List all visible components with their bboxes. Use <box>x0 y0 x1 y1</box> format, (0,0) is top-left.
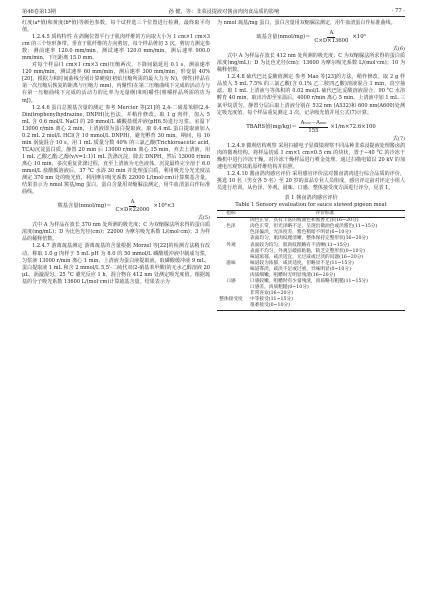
table-cell: 表面较为均匀，肌肉纹理略有不清晰(11~15分) <box>250 242 350 248</box>
table-group-cell: 外观 <box>226 242 236 248</box>
table-group-cell: 整体接受度 <box>219 297 243 303</box>
equation-6-fraction <box>312 30 350 45</box>
table-cell: 表面均匀，肌肉纹理清晰，整体保持完整形状(16~20分) <box>250 236 368 242</box>
table-cell: 色泽偏淡，光泽度差，酱色稍暗不明显(6~10分) <box>250 230 351 236</box>
table-row <box>217 303 405 310</box>
page-number: · 77 · <box>391 8 405 14</box>
table-cell: 味道较为浓郁，咸淡适度，但略显不足(11~15分) <box>250 260 354 266</box>
equation-6 <box>217 30 405 45</box>
paragraph-eq5-legend: 式中 A 为样品在波长 370 nm 处所测的吸光度；C 为双缩脲法所求得的蛋白质浓度(mg/mL)；D 为比色光径(cm)；22000 为摩尔吸光系数 L/(mol·cm)；3 为样品的稀释倍数。 <box>22 222 210 243</box>
equation-6-tail: ×10⁶ <box>352 34 366 41</box>
paragraph-eq6-legend: 式中 A 为样品在波长 412 nm 处所测的吸光度；C 为双缩脲法所求得的蛋白质浓度(mg/mL)；D 为比色光径(cm)；13600 为摩尔吸光系数 L/(mol·cm)；10 为稀释倍数。 <box>217 53 405 74</box>
equation-6-numerator: A <box>327 30 335 38</box>
section-1-2-4-7-sulfhydryl: 1.2.4.7 游离巯基测定 游离巯基的含量根据 Morzel 等[22]的检测方法稍有改动。称取 1.0 g 肉样于 5 mL pH 为 8.0 的 50 mmol/L 磷酸缓冲液中制成匀浆，匀浆液 13000 r/min 离心 1 min，上清液为蛋白液提取液。取磷酸缓冲液 9 mL，蛋白提取液 1 mL 和含 2 mmol/L 5,5'-二硫代双(2-硝基苯甲酸)的无水乙醇溶液 20 μL，涡漩混匀，25 °C 避光反应 1 h，混合物在 412 nm 处测定吸光度值。根据巯基的分子吸光系数 13600 L/(mol·cm)计算巯基含量。结果表示为 <box>22 243 210 285</box>
section-1-2-4-5-texture: 1.2.4.5 质构特性 在鸽胸位置平行于肌肉纤维的方向取大小为 1 cm×1 cm×3 cm 的三个矩形条带。垂直于肌纤维的方向剪切，每个样品剪切 3 次。剪切力测定参数：测前速率 120.0 mm/min，测试速率 120.0 mm/min，测后速率 900.0 mm/min，下压距离 15.0 mm。 <box>22 34 210 62</box>
equation-7-fraction <box>299 120 329 135</box>
journal-issue: 第46卷第13期 <box>22 8 56 15</box>
section-1-2-4-6-carbonyl: 1.2.4.6 蛋白总羰基含量的测定 参考 Mercier 等[21]的 2,4-二硝基苯肼(2,4-Dinitrophenylhydrazine, DNPH)比色法，并稍作修改。取 1 g 肉样，加入 5 mL 含 0.6 mol/L NaCl 的 20 mmol/L 磷酸盐缓冲液(pH6.5)进行匀浆。室温下 13000 r/min 离心 2 min，上清液即为蛋白提取液。取 0.4 mL 蛋白提取液加入 0.2 mL 2 mol/L HCl(含 10 mmol/L DNPH)，避光孵育 30 min。期间，每 10 min 涡旋混合 10 s。用 1 mL 质量分数 40% 的三氯乙酸(Trichloroacetic acid, TCA)沉淀蛋白质，静置 20 min 后 13000 r/min 离心 15 min，弃去上清液。用 1 mL 乙酸乙酯:乙醇(v/v=1:1)1 mL 洗涤沉淀，除去 DNPH，然后 13000 r/min 离心 10 min，多次重复洗涤过程，直至上清液为无色液体。沉淀最终完全溶于 6.0 mmol/L 盐酸胍溶液后，37 °C 水浴 30 min 并处理蛋白质。利用吸光分光光度法测定 370 nm 处的吸光值，利用摩尔吸光系数 22000 L/(mol·cm)计算羰基含量。结果表示为 nmol 羰基/mg 蛋白。蛋白含量用双缩脲法测定，用牛血清蛋白作标准曲线。 <box>22 104 210 196</box>
table-group-cell: 色泽 <box>226 224 236 230</box>
table-cell: 口感差，肉质粗糙(0~10分) <box>250 285 309 291</box>
table-header-row <box>217 211 405 218</box>
sensory-table-body <box>217 218 405 310</box>
table-cell: 味道寡淡，咸淡不足或过重，异味明显(0~10分) <box>250 266 351 272</box>
equation-5-tail: ×10⁶×3 <box>153 203 175 210</box>
equation-6-number: 式(6) <box>392 46 405 53</box>
table-cell: 肉色正常，但光泽略不足，呈现出微油色或淡酱色(11~15分) <box>250 224 378 230</box>
equation-5-numerator: A <box>129 199 137 207</box>
equation-6-denominator: C×D×13600 <box>314 38 349 45</box>
section-1-2-4-9-microstructure: 1.2.4.9 微观结构观察 采用扫描电子显微镜观察不同品种韭菜浸提液处理酱卤鸽肉的微观结构。将样品切成 1 cm×1 cm×0.5 cm 的块状，置于−40 °C 的冷冻干燥机中进行冷冻干燥。对冷冻干燥样品进行喷金处理。通过扫描电镜以 20 kV 的加速电压观察其肌原纤维结构并拍照。 <box>217 142 405 170</box>
table-cell: 很难接受(0~10分) <box>250 303 290 309</box>
table-1-caption-cn: 表 1 酱卤鸽肉感官评价 <box>284 195 338 202</box>
table-cell: 非常喜欢(16~20分) <box>250 291 293 297</box>
equation-7-number: 式(7) <box>392 135 405 142</box>
table-header-indicator: 指标 <box>226 211 236 217</box>
equation-5-fraction <box>113 199 151 214</box>
table-cell: 表面不均匀，外观呈破损粘黏，缺乏完整形状(0~10分) <box>250 248 365 254</box>
table-header-criteria: 评价标准 <box>315 211 335 217</box>
section-1-2-4-10-sensory: 1.2.4.10 酱卤鸽肉感官评价 采用感官评价法对酱卤鸽肉进行综合品质的评价，挑选 10 名（男女各 5 名）至 20 岁的食品专业人员组成，感官评定前对评定小组人员进行培训，从色泽、外观、滋味、口感、整体接受度方面进行评分，见表 1。 <box>217 170 405 192</box>
table-cell: 肉质细嫩，咀嚼时无明显残渣(16~20分) <box>250 273 336 279</box>
table-cell: 味道浓郁，咸淡适宜，无过咸或过淡的问题(16~20分) <box>250 254 364 260</box>
left-column <box>22 20 210 286</box>
table-group-cell: 滋味 <box>226 260 236 266</box>
table-group-cell: 口感 <box>226 279 236 285</box>
paragraph-tpa: 对每个样品(1 cm×1 cm×3 cm)压缩两次，下降间隔延迟 0.1 s，测前速率 120 mm/min，测试速率 60 mm/min，测后速率 300 mm/min，形变量 40%[20]。根据力和时间曲线分别计算硬度(初始压缩所需的最大力为 N)，弹性(样品在第一次压缩后恢复的距离与压缩力 mm)，内聚性(在第二压缩曲线下完成的活动力与在第一压缩曲线下完成的活动力的比率为无量纲)和咀嚼性(咀嚼样品所需的功为 mJ)。 <box>22 62 210 104</box>
running-header <box>22 6 405 17</box>
table-1-caption <box>217 195 405 208</box>
table-cell: 中等接受(11~15分) <box>250 297 293 303</box>
section-1-2-4-8-tbars: 1.2.4.8 硫代巴比妥酸值测定 参考 Mao 等[23]的方法，稍作修改。取 2 g 样品放入 5 mL 7.5% 的三氯乙酸(含 0.1% 乙二胺四乙酸)溶液混合 1 min，真空抽滤。取 1 mL 上清液与等体积的 0.02 mol/L 硫代巴比妥酸溶液混合，90 °C 水浴孵育 40 min，取出冷却至室温后，4000 r/min 离心 5 min。上清液中加 1 mL 三氯甲烷震匀，静置分层后取上清液分别在 532 nm (A532)和 600 nm(A600)处测定吸光度值，每个样品重复测定 3 次，记录吸光值并用公式(7)计算。 <box>217 74 405 116</box>
equation-5 <box>22 199 210 214</box>
equation-7-denominator: 155 <box>308 127 319 134</box>
sensory-table <box>217 210 405 311</box>
table-cell: 口感较嫩，咀嚼时有少量残渣，肉质略有粗糙(11~15分) <box>250 279 368 285</box>
table-1-caption-en: Table 1 Sensory evaluation for sauce stewed pigeon meat <box>235 201 387 208</box>
article-running-title: 孙 健，等：韭菜浸提液对酱卤肉肉食品质的影响 <box>168 8 280 15</box>
paragraph-sulfhydryl-cont: 为 nmol 巯基/mg 蛋白。蛋白含量用双缩脲法测定，用牛血清蛋白作标准曲线。 <box>217 20 396 26</box>
equation-7-lhs: TBARS值(mg/kg)＝ <box>246 123 297 130</box>
table-cell: 肉色正常，具有丰富的酱油色和酱香光泽(16~20分) <box>250 218 359 224</box>
equation-5-number: 式(5) <box>197 215 210 222</box>
paragraph-color-measure: 红度(a*值)和黄度(b*值)等颜色参数，每个试样选三个位置进行检测，最终取平均值。 <box>22 20 210 34</box>
equation-6-lhs: 巯基含量(nmol/mg)＝ <box>256 34 311 41</box>
equation-7-tail: ×1/m×72.6×100 <box>330 123 376 130</box>
equation-7-numerator: A₅₃₂－A₆₀₀ <box>299 120 329 128</box>
equation-7 <box>217 120 405 135</box>
equation-5-lhs: 羰基含量(nmol/mg)＝ <box>57 203 112 210</box>
right-column <box>217 20 405 311</box>
equation-5-denominator: C×D×22000 <box>115 207 150 214</box>
